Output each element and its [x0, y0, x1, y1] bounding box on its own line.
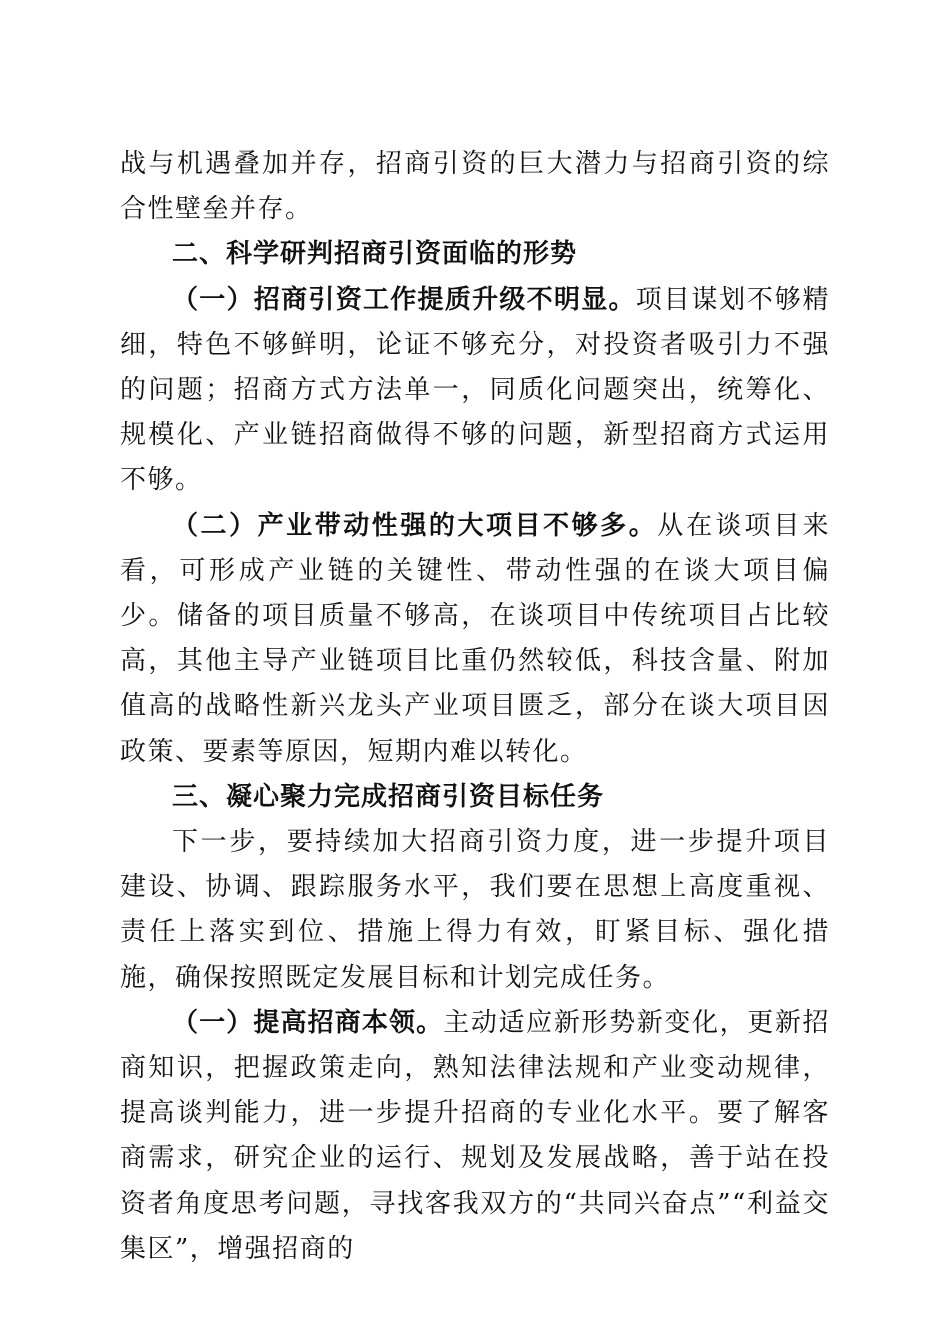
section2-item2-lead: （二）产业带动性强的大项目不够多。 — [172, 510, 658, 541]
section3-item1-paragraph — [120, 1001, 830, 1272]
document-body — [120, 142, 830, 1272]
section2-item2-paragraph — [120, 504, 830, 775]
section-heading-3: 三、凝心聚力完成招商引资目标任务 — [172, 781, 605, 812]
section2-item1-body: 项目谋划不够精细，特色不够鲜明，论证不够充分，对投资者吸引力不强的问题；招商方式方法单一，同质化问题突出，统筹化、规模化、产业链招商做得不够的问题，新型招商方式运用不够。 — [120, 284, 830, 496]
section2-item2-body: 从在谈项目来看，可形成产业链的关键性、带动性强的在谈大项目偏少。储备的项目质量不够高，在谈项目中传统项目占比较高，其他主导产业链项目比重仍然较低，科技含量、附加值高的战略性新兴龙头产业项目匮乏，部分在谈大项目因政策、要素等原因，短期内难以转化。 — [120, 510, 830, 767]
section2-item1-lead: （一）招商引资工作提质升级不明显。 — [172, 284, 636, 315]
paragraph-continuation: 战与机遇叠加并存，招商引资的巨大潜力与招商引资的综合性壁垒并存。 — [120, 149, 830, 225]
section3-intro-paragraph: 下一步，要持续加大招商引资力度，进一步提升项目建设、协调、跟踪服务水平，我们要在思想上高度重视、责任上落实到位、措施上得力有效，盯紧目标、强化措施，确保按照既定发展目标和计划完成任务。 — [120, 827, 830, 993]
section3-item1-lead: （一）提高招商本领。 — [172, 1007, 444, 1038]
section-heading-2: 二、科学研判招商引资面临的形势 — [172, 239, 578, 270]
section3-item1-body: 主动适应新形势新变化，更新招商知识，把握政策走向，熟知法律法规和产业变动规律，提高谈判能力，进一步提升招商的专业化水平。要了解客商需求，研究企业的运行、规划及发展战略，善于站在投资者角度思考问题，寻找客我双方的“共同兴奋点”“利益交集区”，增强招商的 — [120, 1007, 830, 1264]
section2-item1-paragraph — [120, 278, 830, 504]
